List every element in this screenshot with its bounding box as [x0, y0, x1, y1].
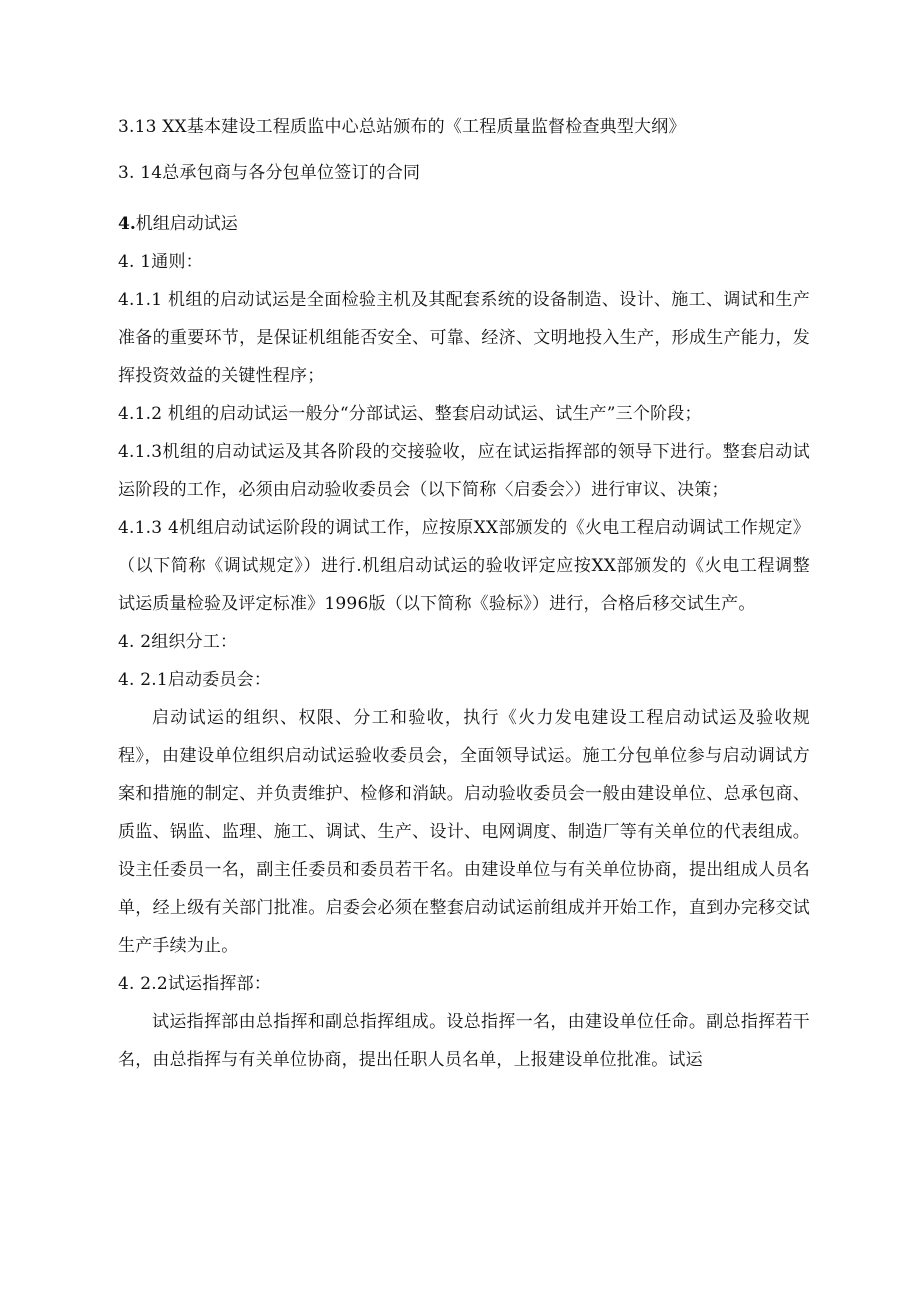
- section-4-heading: [118, 205, 810, 243]
- clause-4-1: 4. 1通则：: [118, 252, 203, 272]
- paragraph-4-2-2: 试运指挥部由总指挥和副总指挥组成。设总指挥一名，由建设单位任命。副总指挥若干名，由总指挥与有关单位协商，提出任职人员名单，上报建设单位批准。试运: [118, 1012, 810, 1070]
- clause-4-2-1: 4. 2.1启动委员会：: [118, 670, 272, 690]
- clause-4-1-3: 4.1.3机组的启动试运及其各阶段的交接验收，应在试运指挥部的领导下进行。整套启动试运阶段的工作，必须由启动验收委员会（以下简称〈启委会〉）进行审议、决策；: [118, 442, 810, 500]
- clause-3-14: 3. 14总承包商与各分包单位签订的合同: [118, 163, 421, 183]
- paragraph-4-2-1: 启动试运的组织、权限、分工和验收，执行《火力发电建设工程启动试运及验收规程》，由建设单位组织启动试运验收委员会，全面领导试运。施工分包单位参与启动调试方案和措施的制定、并负责维护、检修和消缺。启动验收委员会一般由建设单位、总承包商、质监、锅监、监理、施工、调试、生产、设计、电网调度、制造厂等有关单位的代表组成。设主任委员一名，副主任委员和委员若干名。由建设单位与有关单位协商，提出组成人员名单，经上级有关部门批准。启委会必须在整套启动试运前组成并开始工作，直到办完移交试生产手续为止。: [118, 708, 810, 956]
- section-4-title: 机组启动试运: [135, 214, 238, 234]
- section-4-number: 4.: [118, 214, 136, 234]
- clause-3-13: 3.13 XX基本建设工程质监中心总站颁布的《工程质量监督检查典型大纲》: [118, 117, 686, 137]
- clause-4-2-2: 4. 2.2试运指挥部：: [118, 974, 272, 994]
- clause-4-1-1: 4.1.1 机组的启动试运是全面检验主机及其配套系统的设备制造、设计、施工、调试和生产准备的重要环节，是保证机组能否安全、可靠、经济、文明地投入生产，形成生产能力，发挥投资效益的关键性程序；: [118, 290, 810, 386]
- document-page: [118, 108, 810, 1079]
- clause-4-1-2: 4.1.2 机组的启动试运一般分“分部试运、整套启动试运、试生产”三个阶段；: [118, 404, 702, 424]
- clause-4-1-3-4: 4.1.3 4机组启动试运阶段的调试工作，应按原XX部颁发的《火电工程启动调试工作规定》（以下简称《调试规定》）进行.机组启动试运的验收评定应按XX部颁发的《火电工程调整试运质量检验及评定标准》1996版（以下简称《验标》）进行，合格后移交试生产。: [118, 518, 810, 614]
- clause-4-2: 4. 2组织分工：: [118, 632, 238, 652]
